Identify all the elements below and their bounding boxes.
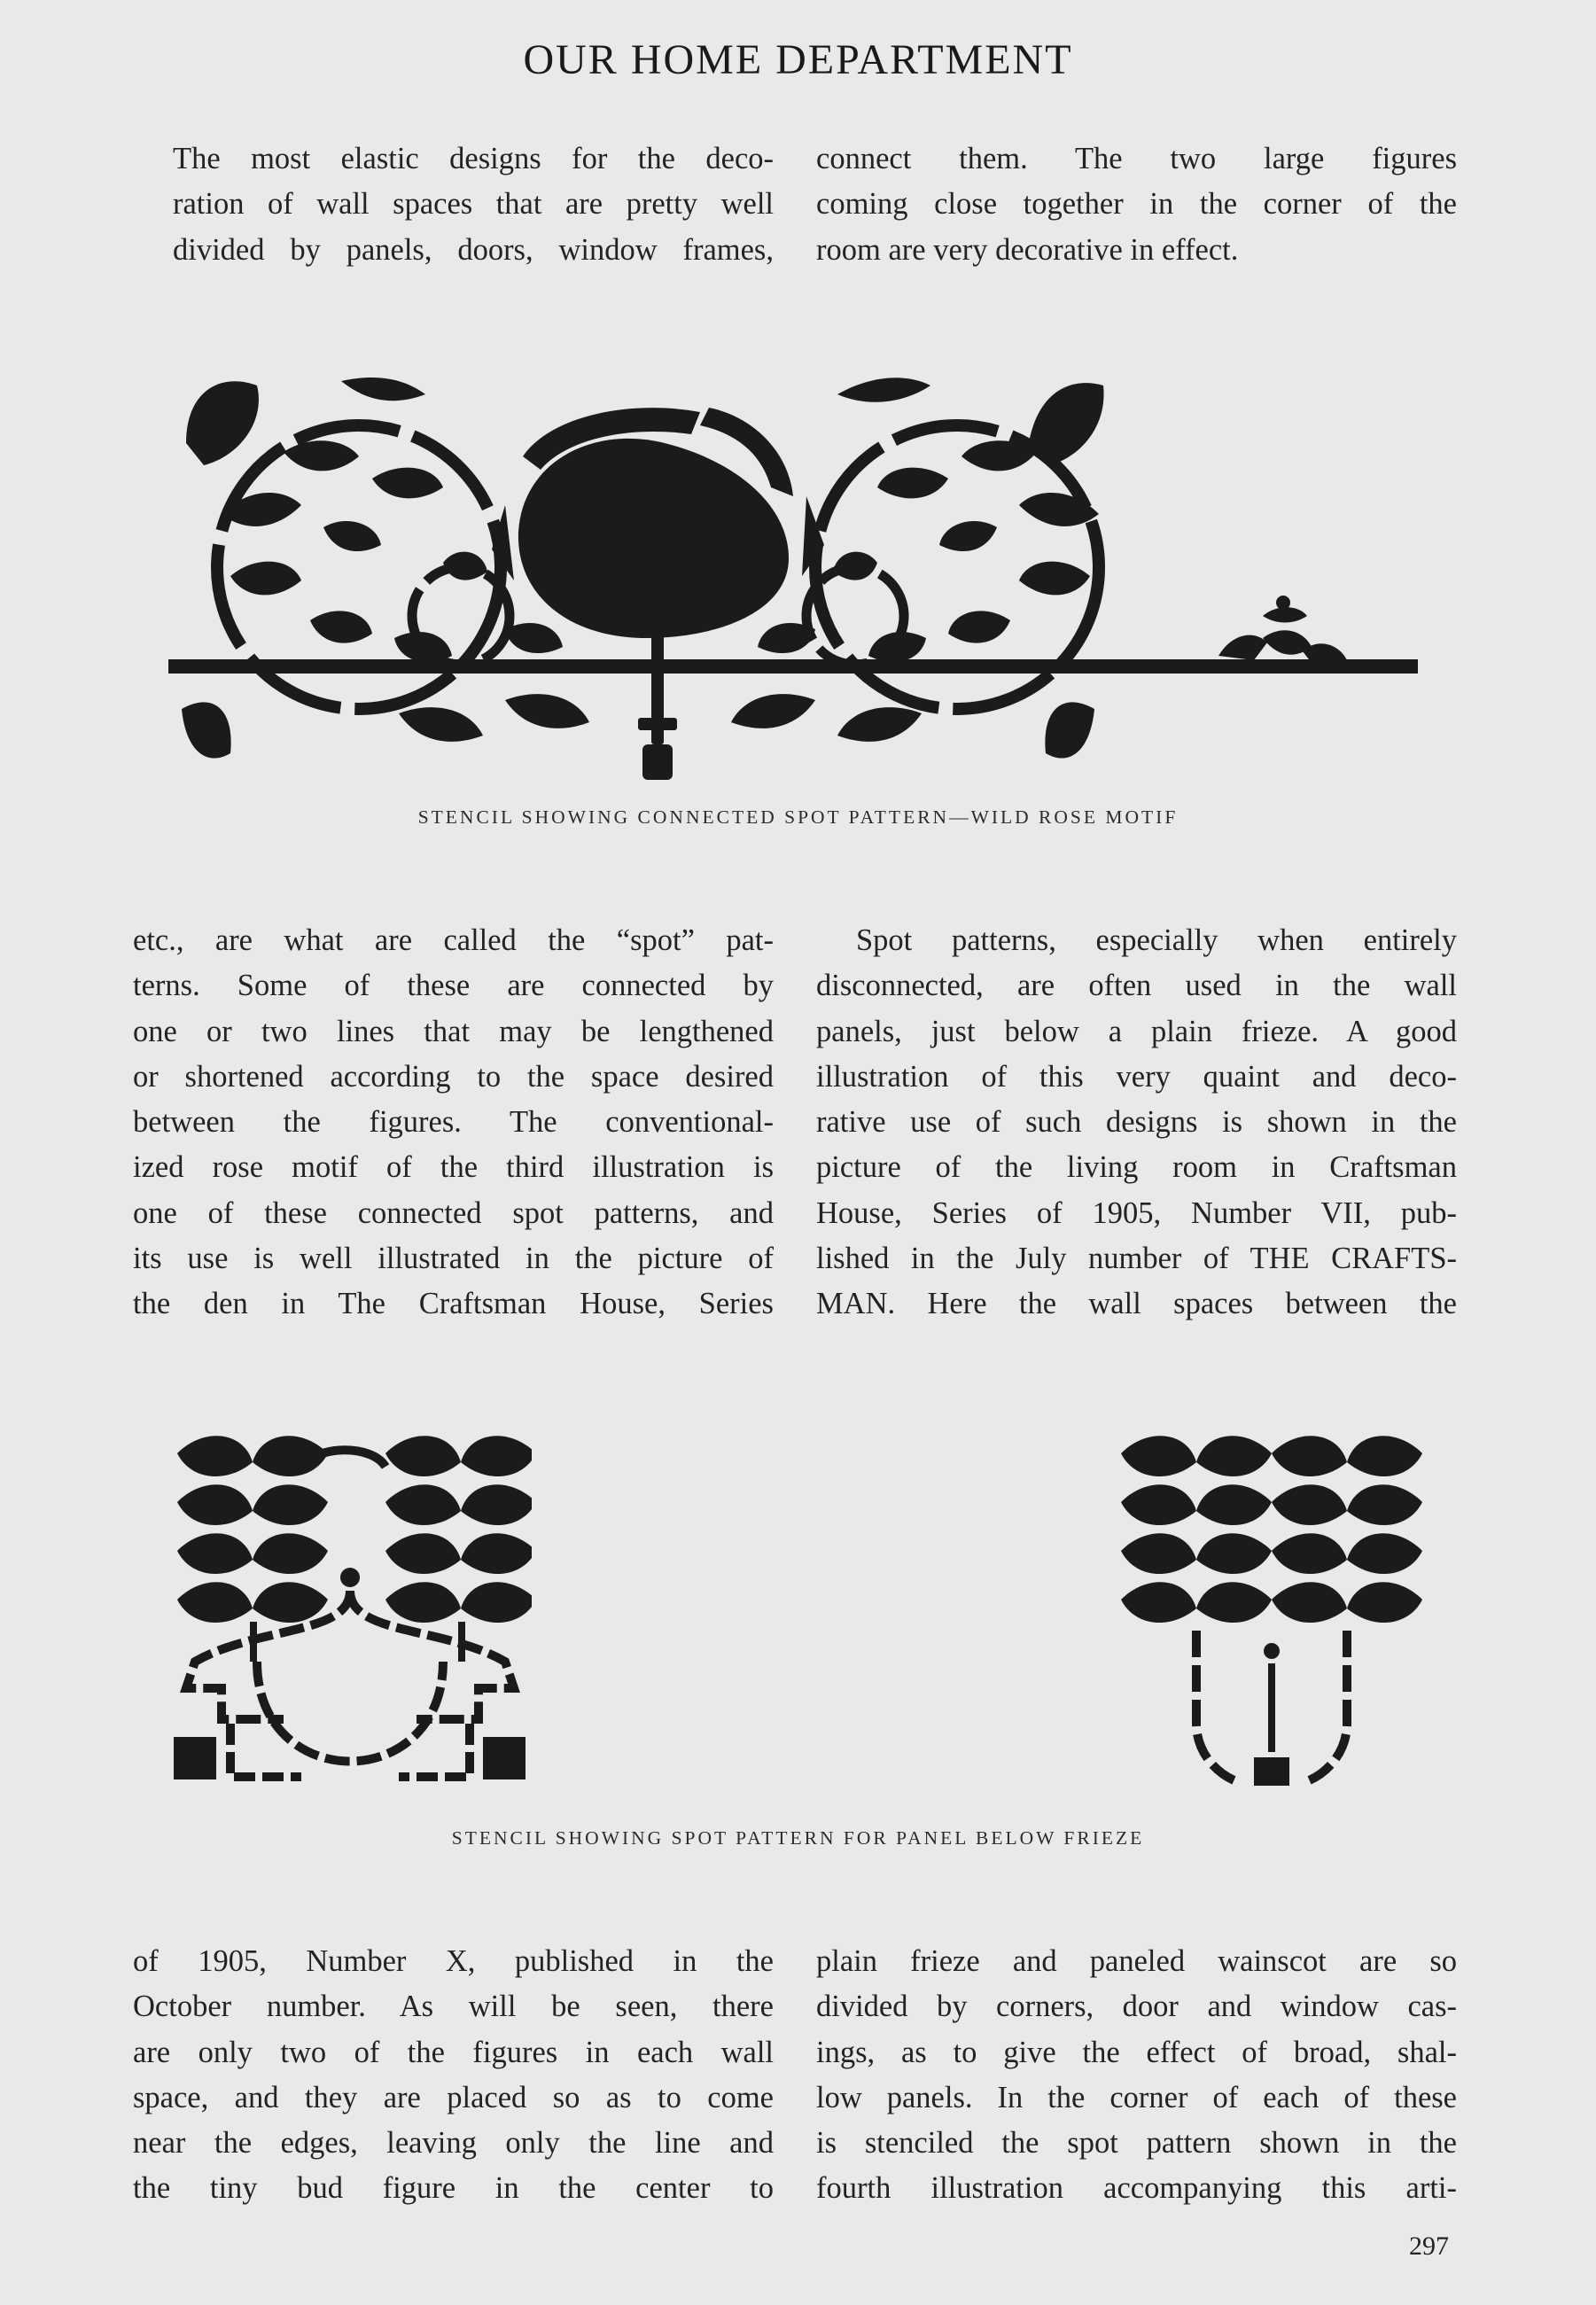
text-line: divided by panels, doors, window frames,	[173, 232, 774, 267]
text-line: illustration of this very quaint and deco-	[816, 1059, 1457, 1094]
text-line: divided by corners, door and window cas-	[816, 1990, 1457, 2024]
text-line: its use is well illustrated in the picture of	[133, 1242, 774, 1276]
text-line: House, Series of 1905, Number VII, pub-	[816, 1195, 1457, 1230]
text-line: October number. As will be seen, there	[133, 1990, 774, 2024]
text-line: fourth illustration accompanying this arti-	[816, 2171, 1457, 2206]
panel-stencil-right-illustration	[1117, 1422, 1427, 1795]
text-line: space, and they are placed so as to come	[133, 2080, 774, 2114]
text-line: picture of the living room in Craftsman	[816, 1150, 1457, 1185]
text-line: one or two lines that may be lengthened	[133, 1014, 774, 1048]
text-line: disconnected, are often used in the wall	[816, 969, 1457, 1003]
text-line: etc., are what are called the “spot” pat-	[133, 923, 774, 957]
text-line: of 1905, Number X, published in the	[133, 1944, 774, 1978]
text-line: plain frieze and paneled wainscot are so	[816, 1944, 1457, 1978]
bottom-right-column	[816, 1939, 1457, 2212]
text-line: The most elastic designs for the deco-	[173, 142, 774, 175]
figure-1-caption: STENCIL SHOWING CONNECTED SPOT PATTERN—WILD ROSE MOTIF	[417, 806, 1179, 828]
text-line: the den in The Craftsman House, Series	[133, 1287, 774, 1321]
text-line: rative use of such designs is shown in the	[816, 1105, 1457, 1140]
page-header: OUR HOME DEPARTMENT	[523, 36, 1073, 83]
text-line: room are very decorative in effect.	[816, 232, 1239, 267]
intro-left-column	[133, 136, 774, 273]
text-line: near the edges, leaving only the line and	[133, 2126, 774, 2161]
text-line: between the figures. The conventional-	[133, 1105, 774, 1140]
text-line: low panels. In the corner of each of these	[816, 2080, 1457, 2114]
middle-left-column	[133, 918, 774, 1328]
wild-rose-stencil-illustration	[168, 372, 1427, 789]
text-line: terns. Some of these are connected by	[133, 969, 774, 1003]
text-line: lished in the July number of THE CRAFTS-	[816, 1242, 1457, 1276]
text-line: MAN. Here the wall spaces between the	[816, 1287, 1457, 1321]
panel-stencil-left-illustration	[168, 1422, 532, 1795]
text-line: ized rose motif of the third illustration is	[133, 1150, 774, 1185]
intro-right-column	[816, 136, 1457, 273]
text-line: one of these connected spot patterns, and	[133, 1195, 774, 1230]
text-line: the tiny bud figure in the center to	[133, 2171, 774, 2206]
text-line: coming close together in the corner of the	[816, 187, 1457, 222]
page-number: 297	[1409, 2231, 1449, 2261]
text-line: ration of wall spaces that are pretty well	[173, 187, 774, 222]
text-line: connect them. The two large figures	[816, 142, 1457, 175]
text-line: panels, just below a plain frieze. A good	[816, 1014, 1457, 1048]
middle-right-column	[816, 918, 1457, 1328]
text-line: are only two of the figures in each wall	[133, 2035, 774, 2069]
text-line: Spot patterns, especially when entirely	[856, 923, 1457, 957]
text-line: ings, as to give the effect of broad, shal-	[816, 2035, 1457, 2069]
bottom-left-column	[133, 1939, 774, 2212]
text-line: or shortened according to the space desired	[133, 1059, 774, 1094]
figure-2-caption: STENCIL SHOWING SPOT PATTERN FOR PANEL BELOW FRIEZE	[451, 1827, 1145, 1849]
text-line: is stenciled the spot pattern shown in the	[816, 2126, 1457, 2161]
